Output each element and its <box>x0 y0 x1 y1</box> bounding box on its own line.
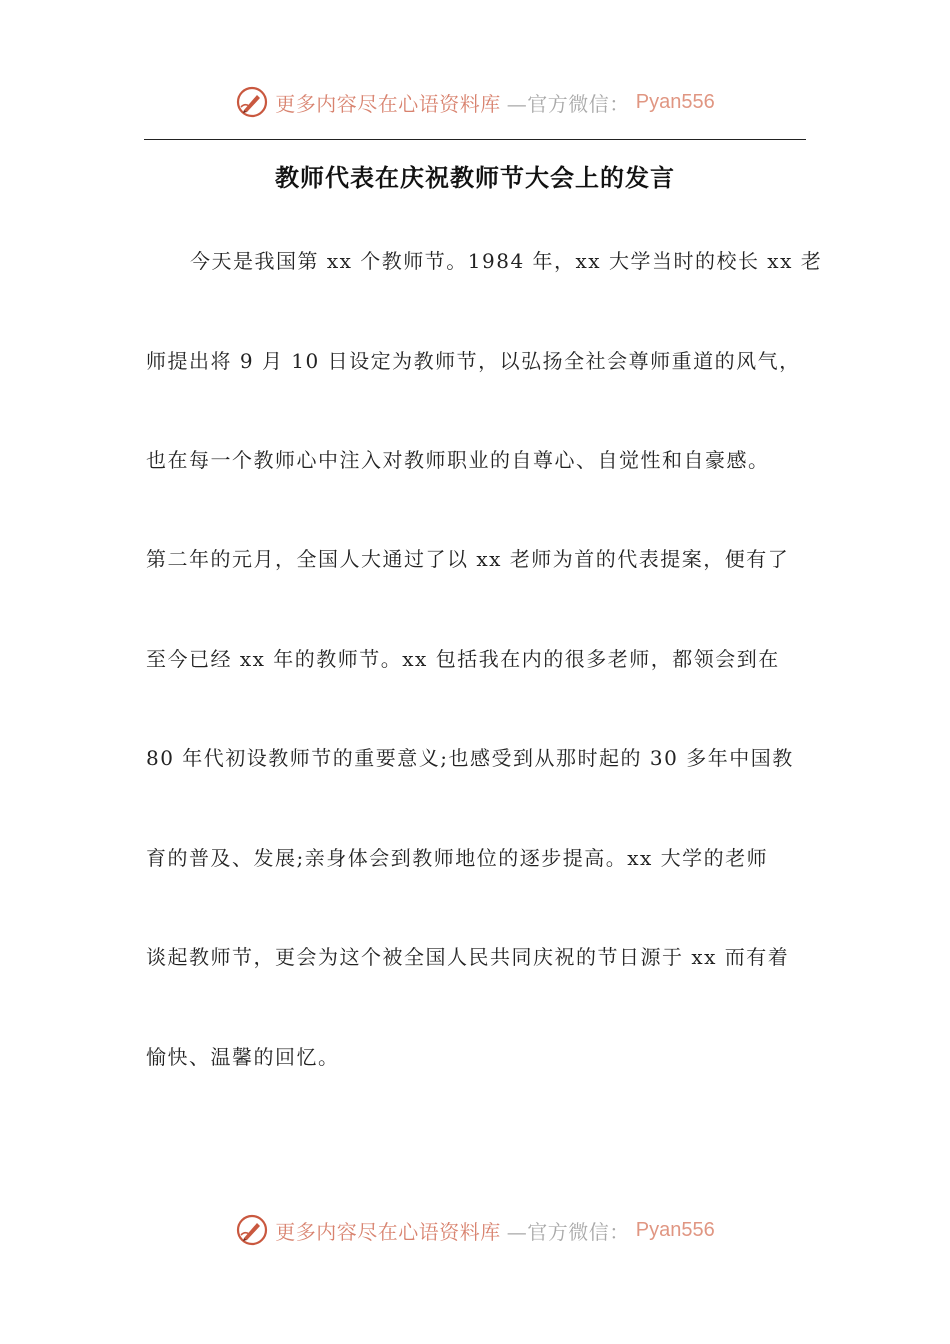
header-divider <box>144 139 806 140</box>
body-line: 80 年代初设教师节的重要意义;也感受到从那时起的 30 多年中国教 <box>146 746 794 770</box>
body-line: 谈起教师节，更会为这个被全国人民共同庆祝的节日源于 xx 而有着 <box>146 945 790 969</box>
watermark-main-text: 更多内容尽在心语资料库 <box>275 1219 501 1244</box>
watermark-sub-text: —官方微信： <box>506 1219 630 1244</box>
header-watermark <box>0 82 950 122</box>
document-title: 教师代表在庆祝教师节大会上的发言 <box>275 163 675 192</box>
pen-logo-icon <box>235 85 269 119</box>
body-line: 育的普及、发展;亲身体会到教师地位的逐步提高。xx 大学的老师 <box>146 846 769 870</box>
body-line: 愉快、温馨的回忆。 <box>146 1045 340 1069</box>
watermark-sub-text: —官方微信： <box>506 91 630 116</box>
watermark-code: Pyan556 <box>635 90 715 113</box>
watermark-code: Pyan556 <box>635 1218 715 1241</box>
footer-watermark <box>0 1210 950 1250</box>
body-line: 也在每一个教师心中注入对教师职业的自尊心、自觉性和自豪感。 <box>146 448 770 472</box>
body-line: 今天是我国第 xx 个教师节。1984 年，xx 大学当时的校长 xx 老 <box>190 249 823 273</box>
body-line: 第二年的元月，全国人大通过了以 xx 老师为首的代表提案，便有了 <box>146 547 790 571</box>
watermark-main-text: 更多内容尽在心语资料库 <box>275 91 501 116</box>
body-line: 至今已经 xx 年的教师节。xx 包括我在内的很多老师，都领会到在 <box>146 647 780 671</box>
pen-logo-icon <box>235 1213 269 1247</box>
body-line: 师提出将 9 月 10 日设定为教师节，以弘扬全社会尊师重道的风气， <box>146 349 801 373</box>
